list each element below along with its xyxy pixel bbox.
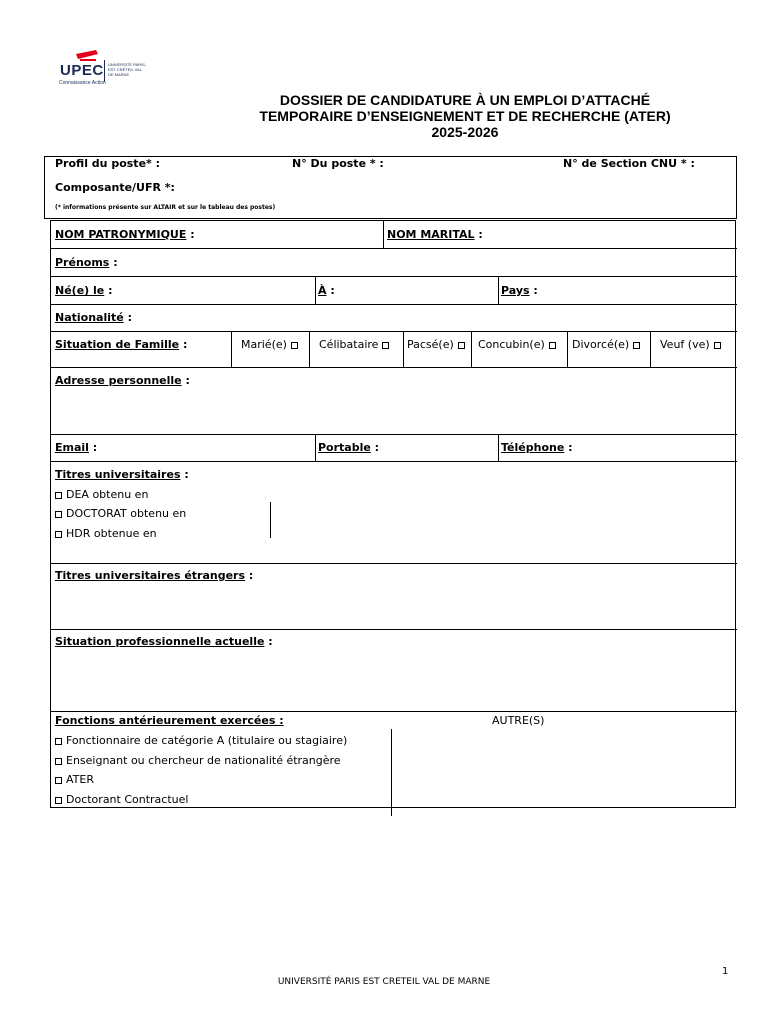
- upec-logo: [58, 50, 178, 90]
- checkbox-icon[interactable]: [55, 531, 62, 538]
- date-naissance-field[interactable]: Né(e) le :: [55, 284, 113, 297]
- footer-university: UNIVERSITÉ PARIS EST CRETEIL VAL DE MARNE: [277, 977, 491, 987]
- checkbox-icon[interactable]: [55, 777, 62, 784]
- lieu-naissance-field[interactable]: À :: [318, 284, 335, 297]
- logo-text: UPEC: [60, 62, 104, 79]
- document-title-line1: DOSSIER DE CANDIDATURE À UN EMPLOI D’ATTACHÉ: [279, 92, 651, 108]
- checkbox-icon[interactable]: [55, 758, 62, 765]
- situation-famille-label: Situation de Famille :: [55, 338, 188, 351]
- titre-hdr-option[interactable]: HDR obtenue en: [55, 527, 157, 540]
- titres-universitaires-label: Titres universitaires :: [55, 468, 189, 481]
- fonction-option-ater[interactable]: ATER: [55, 773, 94, 786]
- checkbox-icon[interactable]: [458, 342, 465, 349]
- checkbox-icon[interactable]: [55, 797, 62, 804]
- checkbox-icon[interactable]: [55, 511, 62, 518]
- checkbox-icon[interactable]: [55, 738, 62, 745]
- famille-option-celibataire[interactable]: Célibataire: [319, 338, 389, 351]
- email-field[interactable]: Email :: [55, 441, 98, 454]
- famille-option-veuf[interactable]: Veuf (ve): [660, 338, 721, 351]
- nom-patronymique-field[interactable]: NOM PATRONYMIQUE :: [55, 228, 195, 241]
- checkbox-icon[interactable]: [291, 342, 298, 349]
- logo-tagline: Connaissance Action: [59, 80, 106, 86]
- situation-professionnelle-field[interactable]: Situation professionnelle actuelle :: [55, 635, 273, 648]
- numero-poste-label: N° Du poste * :: [292, 157, 384, 170]
- document-title-year: 2025-2026: [431, 124, 499, 140]
- checkbox-icon[interactable]: [714, 342, 721, 349]
- famille-option-divorce[interactable]: Divorcé(e): [572, 338, 640, 351]
- pays-field[interactable]: Pays :: [501, 284, 538, 297]
- titre-dea-option[interactable]: DEA obtenu en: [55, 488, 148, 501]
- profil-poste-label: Profil du poste* :: [55, 157, 161, 170]
- nationalite-field[interactable]: Nationalité :: [55, 311, 132, 324]
- page-number: 1: [722, 966, 729, 977]
- fonctions-anterieures-label: Fonctions antérieurement exercées :: [55, 714, 284, 727]
- autres-label: AUTRE(S): [492, 714, 545, 727]
- prenoms-field[interactable]: Prénoms :: [55, 256, 118, 269]
- nom-marital-field[interactable]: NOM MARITAL :: [387, 228, 483, 241]
- document-title-line2: TEMPORAIRE D’ENSEIGNEMENT ET DE RECHERCHE (ATER): [259, 108, 671, 124]
- logo-divider: [104, 60, 105, 82]
- fonction-option-doctorant[interactable]: Doctorant Contractuel: [55, 793, 188, 806]
- titres-etrangers-field[interactable]: Titres universitaires étrangers :: [55, 569, 254, 582]
- titre-doctorat-option[interactable]: DOCTORAT obtenu en: [55, 507, 186, 520]
- logo-university-name: UNIVERSITÉ PARIS-EST CRÉTEIL VAL DE MARNE: [108, 62, 147, 77]
- header-note: (* informations présente sur ALTAIR et sur le tableau des postes): [55, 204, 276, 211]
- composante-label: Composante/UFR *:: [55, 181, 175, 194]
- adresse-field[interactable]: Adresse personnelle :: [55, 374, 190, 387]
- checkbox-icon[interactable]: [549, 342, 556, 349]
- checkbox-icon[interactable]: [633, 342, 640, 349]
- famille-option-concubin[interactable]: Concubin(e): [478, 338, 556, 351]
- famille-option-marie[interactable]: Marié(e): [241, 338, 298, 351]
- famille-option-pacse[interactable]: Pacsé(e): [407, 338, 465, 351]
- fonction-option-enseignant-etranger[interactable]: Enseignant ou chercheur de nationalité étrangère: [55, 754, 341, 767]
- section-cnu-label: N° de Section CNU * :: [563, 157, 695, 170]
- portable-field[interactable]: Portable :: [318, 441, 380, 454]
- checkbox-icon[interactable]: [55, 492, 62, 499]
- fonction-option-fonctionnaire[interactable]: Fonctionnaire de catégorie A (titulaire ou stagiaire): [55, 734, 347, 747]
- telephone-field[interactable]: Téléphone :: [501, 441, 573, 454]
- checkbox-icon[interactable]: [382, 342, 389, 349]
